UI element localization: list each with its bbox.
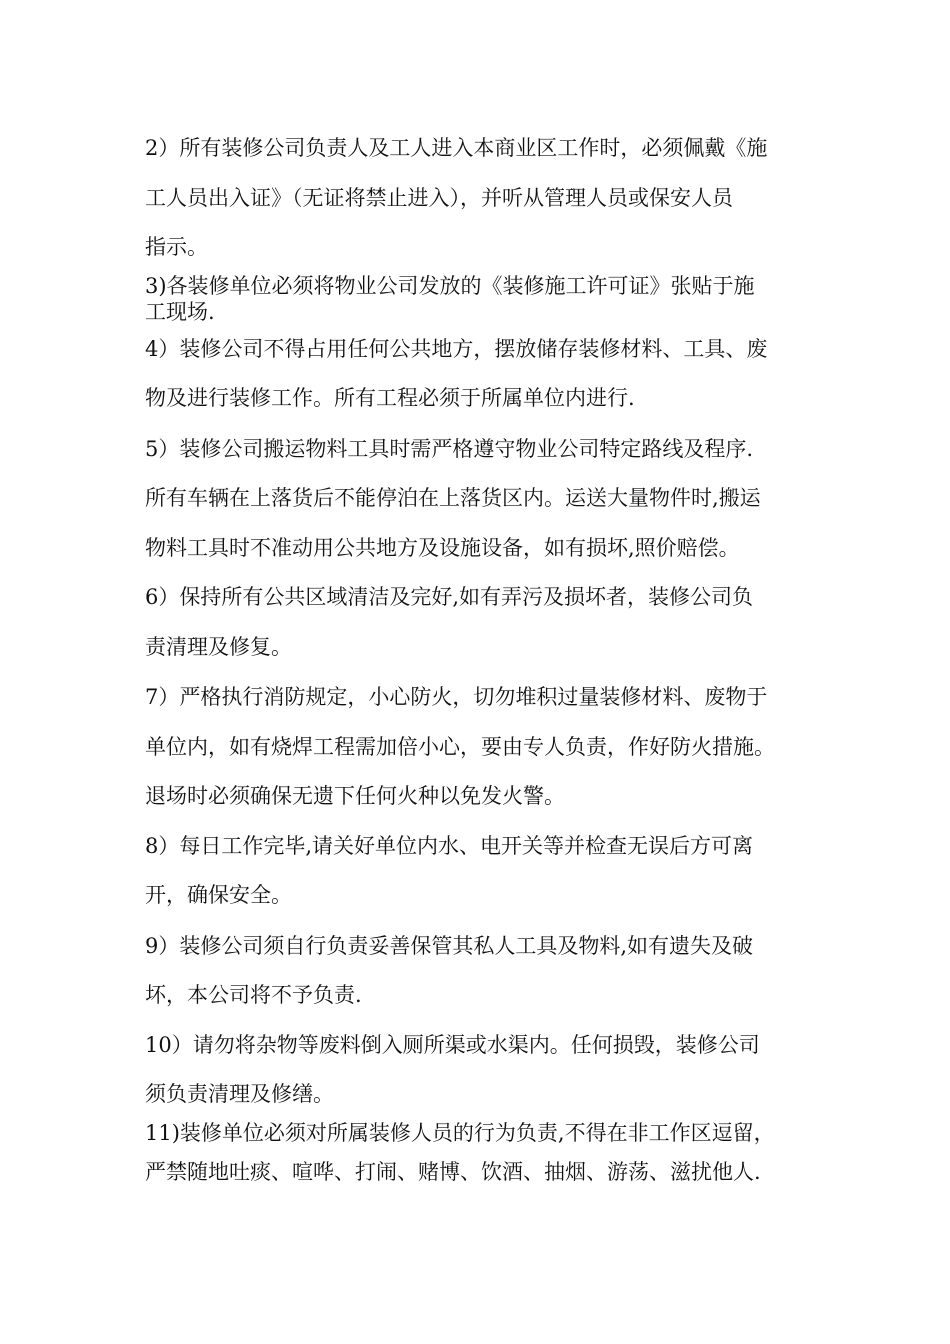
text-line: 9）装修公司须自行负责妥善保管其私人工具及物料,如有遗失及破 — [145, 934, 754, 958]
text-line: 11)装修单位必须对所属装修人员的行为负责,不得在非工作区逗留， — [145, 1121, 775, 1145]
text-line: 指示。 — [145, 235, 208, 259]
text-line: 坏，本公司将不予负责. — [145, 983, 362, 1007]
text-line: 2）所有装修公司负责人及工人进入本商业区工作时，必须佩戴《施 — [145, 136, 768, 160]
text-line: 物及进行装修工作。所有工程必须于所属单位内进行. — [145, 386, 635, 410]
text-line: 工现场. — [145, 300, 215, 324]
text-line: 10）请勿将杂物等废料倒入厕所渠或水渠内。任何损毁，装修公司 — [145, 1033, 760, 1057]
text-line: 3)各装修单位必须将物业公司发放的《装修施工许可证》张贴于施 — [145, 274, 755, 298]
text-line: 单位内，如有烧焊工程需加倍小心，要由专人负责，作好防火措施。 — [145, 735, 775, 759]
text-line: 4）装修公司不得占用任何公共地方，摆放储存装修材料、工具、废 — [145, 337, 768, 361]
text-line: 物料工具时不准动用公共地方及设施设备，如有损坏,照价赔偿。 — [145, 536, 740, 560]
text-line: 责清理及修复。 — [145, 635, 292, 659]
text-line: 6）保持所有公共区域清洁及完好,如有弄污及损坏者，装修公司负 — [145, 585, 754, 609]
text-line: 8）每日工作完毕,请关好单位内水、电开关等并检查无误后方可离 — [145, 834, 754, 858]
text-line: 须负责清理及修缮。 — [145, 1082, 334, 1106]
text-line: 5）装修公司搬运物料工具时需严格遵守物业公司特定路线及程序. — [145, 437, 754, 461]
text-line: 工人员出入证》（无证将禁止进入），并听从管理人员或保安人员 — [145, 186, 733, 210]
text-line: 7）严格执行消防规定，小心防火，切勿堆积过量装修材料、废物于 — [145, 685, 768, 709]
text-line: 严禁随地吐痰、喧哗、打闹、赌博、饮酒、抽烟、游荡、滋扰他人. — [145, 1160, 761, 1184]
text-line: 开，确保安全。 — [145, 883, 292, 907]
text-line: 退场时必须确保无遗下任何火种以免发火警。 — [145, 784, 565, 808]
text-line: 所有车辆在上落货后不能停泊在上落货区内。运送大量物件时,搬运 — [145, 486, 761, 510]
